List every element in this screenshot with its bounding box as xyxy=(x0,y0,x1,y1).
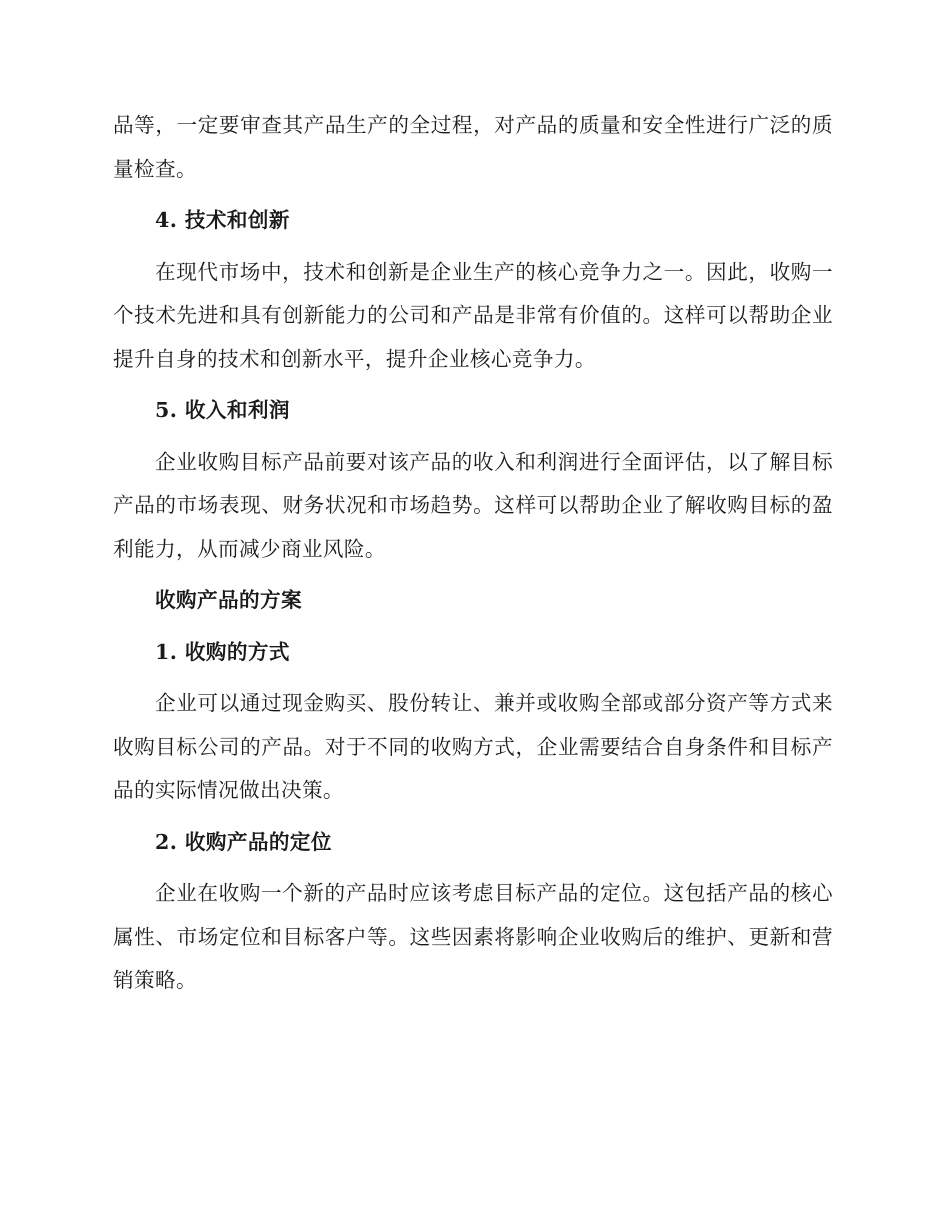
paragraph-quality-check: 品等，一定要审查其产品生产的全过程，对产品的质量和安全性进行广泛的质量检查。 xyxy=(113,113,833,181)
paragraph-acquisition-method: 企业可以通过现金购买、股份转让、兼并或收购全部或部分资产等方式来收购目标公司的产品。对于不同的收购方式，企业需要结合自身条件和目标产品的实际情况做出决策。 xyxy=(113,691,833,802)
heading-product-positioning: 2. 收购产品的定位 xyxy=(155,829,332,854)
paragraph-product-positioning: 企业在收购一个新的产品时应该考虑目标产品的定位。这包括产品的核心属性、市场定位和目标客户等。这些因素将影响企业收购后的维护、更新和营销策略。 xyxy=(113,881,833,992)
heading-acquisition-method: 1. 收购的方式 xyxy=(155,639,290,664)
heading-acquisition-plan: 收购产品的方案 xyxy=(155,588,302,612)
document-body xyxy=(113,104,833,1003)
paragraph-revenue-profit: 企业收购目标产品前要对该产品的收入和利润进行全面评估，以了解目标产品的市场表现、财务状况和市场趋势。这样可以帮助企业了解收购目标的盈利能力，从而减少商业风险。 xyxy=(113,449,833,561)
heading-revenue-profit: 5. 收入和利润 xyxy=(155,398,290,422)
heading-technology-innovation: 4. 技术和创新 xyxy=(155,208,290,232)
paragraph-technology-innovation: 在现代市场中，技术和创新是企业生产的核心竞争力之一。因此，收购一个技术先进和具有创新能力的公司和产品是非常有价值的。这样可以帮助企业提升自身的技术和创新水平，提升企业核心竞争力。 xyxy=(113,259,833,371)
